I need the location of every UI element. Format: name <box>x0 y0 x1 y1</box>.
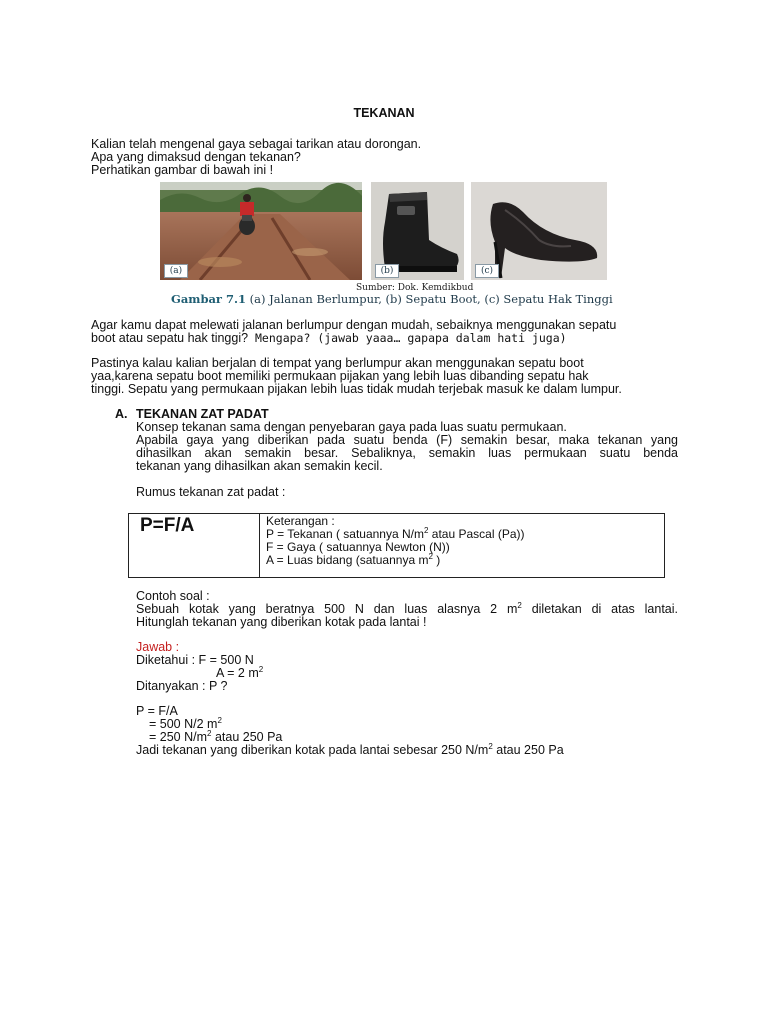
conclusion-text: Jadi tekanan yang diberikan kotak pada lantai sebesar 250 N/m <box>136 743 489 757</box>
example-q1-end: diletakan di atas lantai. <box>521 602 679 616</box>
legend-f: F = Gaya ( satuannya Newton (N)) <box>266 540 450 554</box>
known-area-sup: 2 <box>258 665 264 674</box>
boot-logo-patch <box>397 206 415 215</box>
para1-question: boot atau sepatu hak tinggi? <box>91 331 249 345</box>
legend-a <box>266 554 525 567</box>
example-q1-text: Sebuah kotak yang beratnya 500 N dan luas alasnya 2 m <box>136 602 518 616</box>
asked: Ditanyakan : P ? <box>136 679 228 693</box>
para1-aside: Mengapa? (jawab yaaa… gapapa dalam hati juga) <box>248 331 567 345</box>
step-2-text: = 500 N/2 m <box>149 717 218 731</box>
figure-caption-text: (a) Jalanan Berlumpur, (b) Sepatu Boot, (c) Sepatu Hak Tinggi <box>246 292 613 306</box>
boot-photo <box>371 182 464 280</box>
section-line-2: Apabila gaya yang diberikan pada suatu benda (F) semakin besar, maka tekanan yang <box>136 433 678 447</box>
example-question-line-2: Hitunglah tekanan yang diberikan kotak pada lantai ! <box>136 615 427 629</box>
step-3-end: atau 250 Pa <box>211 730 283 744</box>
figure-label-c: (c) <box>475 264 499 278</box>
figure-caption <box>171 292 613 306</box>
rumus-label: Rumus tekanan zat padat : <box>136 485 286 499</box>
legend-p-end: atau Pascal (Pa)) <box>428 527 525 541</box>
section-line-4: tekanan yang dihasilkan akan semakin kecil. <box>136 459 383 473</box>
formula-legend <box>266 515 525 567</box>
figure-label-b: (b) <box>375 264 399 278</box>
section-line-3: dihasilkan akan semakin besar. Sebaliknya, semakin luas permukaan suatu benda <box>136 446 678 460</box>
legend-p-text: P = Tekanan ( satuannya N/m <box>266 527 424 541</box>
section-line-1: Konsep tekanan sama dengan penyebaran gaya pada luas suatu permukaan. <box>136 420 567 434</box>
step-2-sup: 2 <box>217 716 222 725</box>
known-force: Diketahui : F = 500 N <box>136 653 254 667</box>
figure-caption-number: Gambar 7.1 <box>171 292 247 306</box>
high-heel-photo <box>471 182 607 280</box>
example-q1-sup: 2 <box>517 601 522 610</box>
example-label: Contoh soal : <box>136 589 210 603</box>
legend-a-end: ) <box>432 553 441 567</box>
step-1: P = F/A <box>136 704 178 718</box>
section-heading: TEKANAN ZAT PADAT <box>136 407 269 421</box>
page-title: TEKANAN <box>353 106 415 120</box>
formula-table-divider <box>259 514 260 577</box>
step-3-sup: 2 <box>207 729 212 738</box>
figure-source: Sumber: Dok. Kemdikbud <box>356 283 474 293</box>
para1-line-1: Agar kamu dapat melewati jalanan berlumpur dengan mudah, sebaiknya menggunakan sepatu <box>91 318 617 332</box>
muddy-road-photo <box>160 182 362 280</box>
pressure-formula: P=F/A <box>140 515 195 536</box>
intro-line-1: Kalian telah mengenal gaya sebagai tarikan atau dorongan. <box>91 137 422 151</box>
legend-title: Keterangan : <box>266 514 335 528</box>
section-marker: A. <box>115 407 128 421</box>
para2-line-3: tinggi. Sepatu yang permukaan pijakan lebih luas tidak mudah terjebak masuk ke dalam lumpur. <box>91 382 622 396</box>
para1-line-2 <box>91 332 567 345</box>
formula-table <box>128 513 665 578</box>
legend-a-sup: 2 <box>428 552 433 561</box>
step-3-text: = 250 N/m <box>149 730 208 744</box>
conclusion <box>136 744 564 757</box>
intro-line-2: Apa yang dimaksud dengan tekanan? <box>91 150 301 164</box>
answer-label: Jawab : <box>136 640 180 654</box>
figure-label-a: (a) <box>164 264 188 278</box>
legend-p-sup: 2 <box>424 526 429 535</box>
conclusion-end: atau 250 Pa <box>492 743 564 757</box>
muddy-road-illustration <box>160 182 362 280</box>
conclusion-sup: 2 <box>488 742 493 751</box>
para2-line-1: Pastinya kalau kalian berjalan di tempat yang berlumpur akan menggunakan sepatu boot <box>91 356 584 370</box>
legend-a-text: A = Luas bidang (satuannya m <box>266 553 429 567</box>
para2-line-2: yaa,karena sepatu boot memiliki permukaan pijakan yang lebih luas dibanding sepatu hak <box>91 369 589 383</box>
intro-line-3: Perhatikan gambar di bawah ini ! <box>91 163 274 177</box>
known-area-text: A = 2 m <box>216 666 259 680</box>
